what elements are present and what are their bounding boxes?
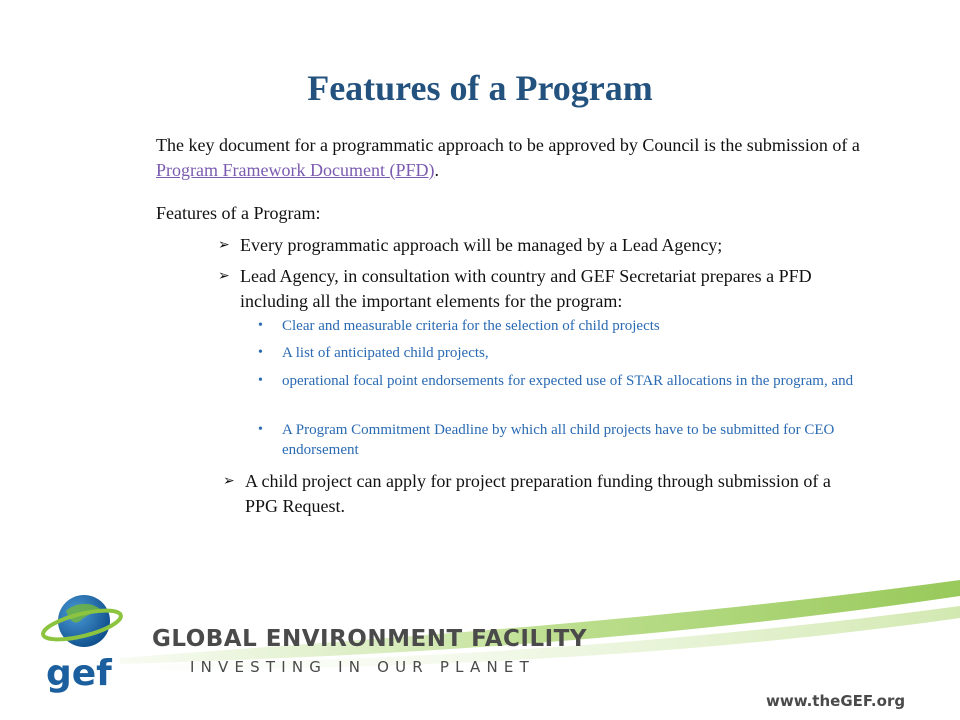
- pfd-link[interactable]: Program Framework Document (PFD): [156, 160, 435, 180]
- arrow-bullet-icon: ➢: [223, 473, 235, 489]
- features-heading: Features of a Program:: [156, 203, 321, 223]
- sub-item-text: A list of anticipated child projects,: [282, 345, 489, 361]
- logo-text: gef: [46, 653, 112, 694]
- intro-text: The key document for a programmatic approach to be approved by Council is the submission of a: [156, 135, 860, 155]
- sub-item-text: A Program Commitment Deadline by which all child projects have to be submitted for CEO endorsement: [282, 422, 835, 458]
- intro-paragraph: [156, 133, 876, 183]
- sub-item-text: Clear and measurable criteria for the selection of child projects: [282, 318, 660, 334]
- gef-logo: [40, 585, 124, 695]
- sub-list-item: [258, 316, 882, 336]
- dot-bullet-icon: •: [258, 345, 263, 360]
- intro-end: .: [434, 160, 439, 180]
- bullet-text: Lead Agency, in consultation with country and GEF Secretariat prepares a PFD including all the important elements for the program:: [240, 266, 812, 311]
- bullet-text: Every programmatic approach will be managed by a Lead Agency;: [240, 235, 723, 255]
- organization-name: GLOBAL ENVIRONMENT FACILITY: [152, 626, 588, 652]
- sub-list-item: [258, 371, 882, 391]
- dot-bullet-icon: •: [258, 422, 263, 437]
- sub-list-item: [258, 420, 882, 460]
- website-link[interactable]: www.theGEF.org: [766, 692, 906, 710]
- bullet-item: [218, 233, 880, 258]
- sub-item-text: operational focal point endorsements for expected use of STAR allocations in the program, and: [282, 373, 854, 389]
- arrow-bullet-icon: ➢: [218, 237, 230, 253]
- bullet-text: A child project can apply for project preparation funding through submission of a PPG Request.: [245, 471, 831, 516]
- arrow-bullet-icon: ➢: [218, 268, 230, 284]
- sub-list-item: [258, 343, 882, 363]
- bullet-item: [218, 264, 880, 314]
- dot-bullet-icon: •: [258, 373, 263, 388]
- slide-title: Features of a Program: [307, 68, 653, 108]
- tagline: INVESTING IN OUR PLANET: [190, 658, 535, 676]
- dot-bullet-icon: •: [258, 318, 263, 333]
- bullet-item: [223, 469, 865, 519]
